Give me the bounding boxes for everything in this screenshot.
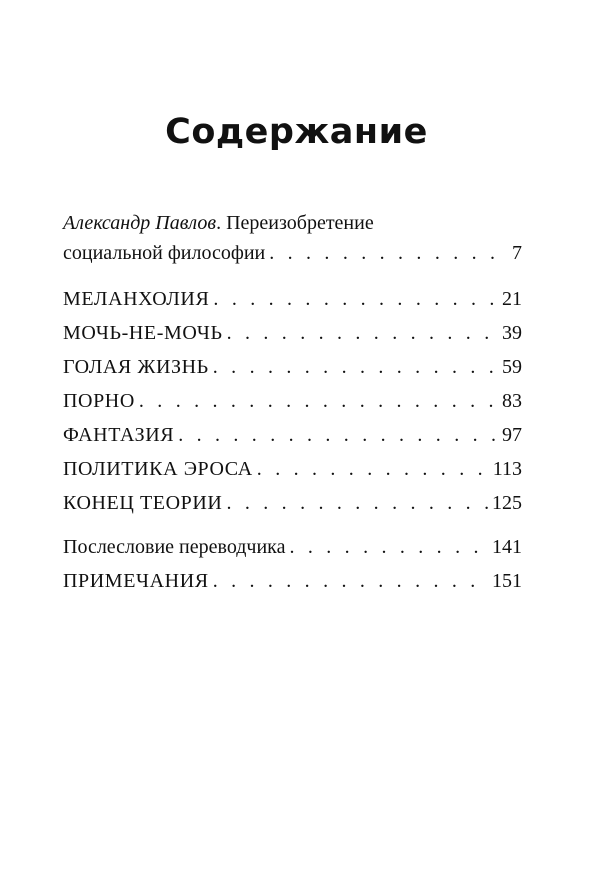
toc-entry-label: ФАНТАЗИЯ: [63, 424, 175, 446]
toc-entry: [63, 316, 522, 350]
toc-entry-page: 151: [492, 570, 522, 592]
toc-entry-page: 97: [502, 424, 522, 446]
toc-entry: [63, 530, 522, 564]
dot-leader: [213, 282, 498, 316]
toc-entry-label: МЕЛАНХОЛИЯ: [63, 288, 210, 310]
toc-entry-page: 113: [492, 458, 522, 480]
toc-entry-label: МОЧЬ-НЕ-МОЧЬ: [63, 322, 223, 344]
page-title: Содержание: [165, 112, 428, 152]
toc-entry-page: 141: [492, 536, 522, 558]
section-gap: [63, 520, 522, 530]
toc-entry: [63, 384, 522, 418]
toc-entry-intro-line1: [63, 208, 522, 238]
dot-leader: [257, 452, 489, 486]
dot-leader: [226, 486, 488, 520]
toc-entry-page: 59: [502, 356, 522, 378]
toc-back-matter: [63, 530, 522, 598]
dot-leader: [139, 384, 498, 418]
dot-leader: [213, 564, 488, 598]
table-of-contents: [63, 208, 522, 598]
dot-leader: [227, 316, 498, 350]
toc-entry-page: 125: [492, 492, 522, 514]
toc-entry-label: ПОРНО: [63, 390, 135, 412]
toc-entry-intro-title: . Переизобретение: [216, 212, 374, 234]
toc-entry-label: социальной философии: [63, 242, 266, 264]
toc-entry-label: Послесловие переводчика: [63, 536, 286, 558]
toc-entry-author: Александр Павлов: [63, 212, 217, 234]
toc-entry-page: 39: [502, 322, 522, 344]
toc-entry-page: 7: [512, 242, 522, 264]
dot-leader: [289, 530, 488, 564]
toc-entry: [63, 564, 522, 598]
toc-entry: [63, 418, 522, 452]
toc-chapters: [63, 282, 522, 520]
toc-entry-page: 83: [502, 390, 522, 412]
toc-entry-label: ПОЛИТИКА ЭРОСА: [63, 458, 253, 480]
toc-entry-page: 21: [502, 288, 522, 310]
dot-leader: [213, 350, 498, 384]
toc-entry: [63, 350, 522, 384]
toc-entry: [63, 282, 522, 316]
toc-entry-intro: [63, 208, 522, 268]
toc-entry-label: ГОЛАЯ ЖИЗНЬ: [63, 356, 209, 378]
toc-entry-label: КОНЕЦ ТЕОРИИ: [63, 492, 223, 514]
toc-entry-label: ПРИМЕЧАНИЯ: [63, 570, 209, 592]
toc-entry: [63, 452, 522, 486]
dot-leader: [269, 238, 508, 268]
toc-entry: [63, 486, 522, 520]
toc-entry-intro-line2: [63, 238, 522, 268]
dot-leader: [178, 418, 498, 452]
